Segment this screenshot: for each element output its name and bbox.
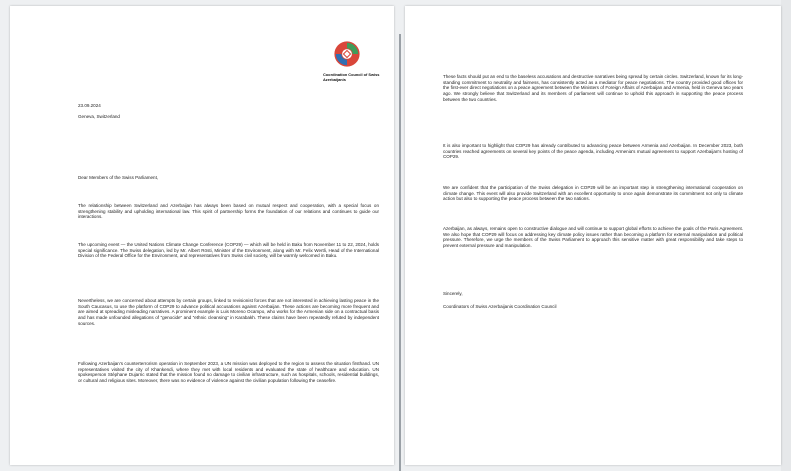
page-divider: [399, 34, 401, 471]
paragraph-3: Nevertheless, we are concerned about attempts by certain groups, linked to revisionist forces that are not interested in achieving lasting peace in the South Caucasus, to use the platform of COP29 to advance political accusations against Azerbaijan. These actions are becoming more frequent and are aimed at spreading misleading narratives. A prominent example is Luis Moreno Ocampo, who works for the Armenian side on a contractual basis and has made unfounded allegations of “genocide” and “ethnic cleansing” in Karabakh. These claims have been repeatedly refuted by independent sources.: [78, 298, 379, 326]
signature: Coordinators of Swiss Azerbaijanis Coordination Council: [443, 304, 557, 309]
paragraph-2: The upcoming event — the United Nations Climate Change Conference (COP29) — which will be held in Baku from November 11 to 22, 2024, holds special significance. The Swiss delegation, led by Mr. Albert Rösti, Minister of the Environment, along with Mr. Felix Wertli, Head of the International Division of the Federal Office for the Environment, and representatives from Swiss civil society, will be warmly welcomed in Baku.: [78, 242, 379, 259]
closing: Sincerely,: [443, 291, 463, 296]
letter-location: Geneva, Switzerland: [78, 114, 120, 119]
salutation: Dear Members of the Swiss Parliament,: [78, 175, 159, 180]
organization-name: Coordination Council of Swiss Azerbaijanis: [323, 72, 380, 82]
window-edge: [781, 0, 791, 471]
council-logo-icon: [333, 40, 361, 68]
letter-date: 23.09.2024: [78, 103, 101, 108]
paragraph-8: Azerbaijan, as always, remains open to constructive dialogue and will continue to support global efforts to achieve the goals of the Paris Agreement. We also hope that COP29 will focus on addressing key climate policy issues rather than becoming a platform for external manipulation and political pressure. Therefore, we urge the members of the Swiss Parliament to approach this sensitive matter with great responsibility and take steps to prevent external pressure and manipulation.: [443, 226, 743, 249]
paragraph-1: The relationship between Switzerland and Azerbaijan has always been based on mutual respect and cooperation, with a special focus on strengthening stability and upholding international law. This spirit of partnership forms the foundation of our relations and continues to guide our interactions.: [78, 203, 379, 220]
letter-page-2: [405, 6, 781, 465]
letter-page-1: [10, 6, 394, 465]
paragraph-7: We are confident that the participation of the Swiss delegation in COP29 will be an important step in strengthening international cooperation on climate change. This event will also provide Switzerland with an excellent opportunity to once again demonstrate its commitment not only to climate action but also to supporting the peace process between the two nations.: [443, 185, 743, 202]
paragraph-4: Following Azerbaijan's counterterrorism operation in September 2023, a UN mission was deployed to the region to assess the situation firsthand. UN representatives visited the city of Khankendi, where they met with local residents and evaluated the state of healthcare and education. UN spokesperson Stéphane Dujarric stated that the mission found no damage to civilian infrastructure, such as hospitals, schools, residential buildings, or cultural and religious sites. Moreover, there was no evidence of violence against the civilian population following the ceasefire.: [78, 361, 379, 384]
paragraph-6: It is also important to highlight that COP29 has already contributed to advancing peace between Armenia and Azerbaijan. In December 2023, both countries reached agreements on several key points of the peace agenda, including Armenia's mutual agreement to support Azerbaijan's hosting of COP29.: [443, 143, 743, 160]
paragraph-5: These facts should put an end to the baseless accusations and destructive narratives being spread by certain circles. Switzerland, known for its long-standing commitment to neutrality and fairness, has consistently acted as a mediator for peace negotiations. The country provided good offices for the first-ever direct negotiations on a peace agreement between the Ministers of Foreign Affairs of Azerbaijan and Armenia, held in Geneva two years ago. We strongly believe that Switzerland and its members of parliament will continue to uphold this approach in supporting the peace process between the two countries.: [443, 74, 743, 102]
